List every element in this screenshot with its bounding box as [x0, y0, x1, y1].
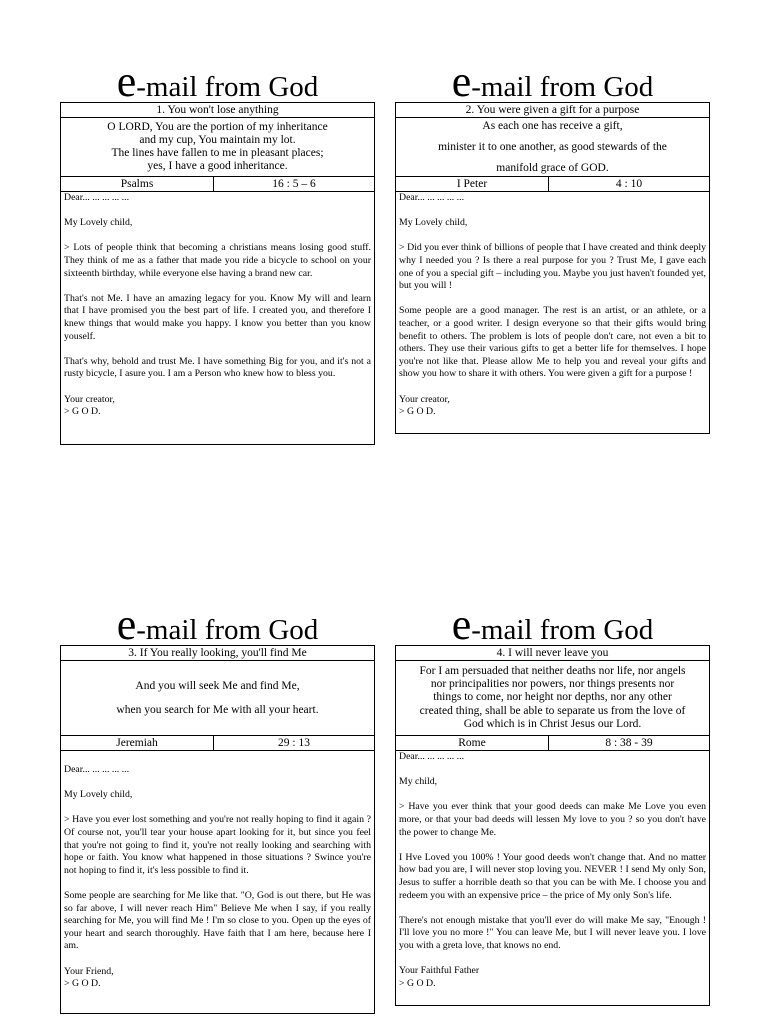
letter-body	[396, 192, 709, 431]
card-heading	[395, 57, 710, 106]
scripture-reference	[61, 177, 374, 192]
letter-salutation: My child,	[399, 776, 438, 788]
heading-text: -mail from God	[136, 614, 319, 646]
letter-closing: Your creator,	[399, 393, 450, 405]
verse-line: And you will seek Me and find Me,	[135, 680, 300, 692]
letter-salutation: My Lovely child,	[399, 217, 468, 229]
letter-paragraph: That's why, behold and trust Me. I have something Big for you, and it's not a rusty bicycle, I asure you. I am a Person who knew how to bless you.	[64, 355, 371, 380]
card-box	[60, 102, 375, 445]
letter-paragraph: > Lots of people think that becoming a christians means losing good stuff. They think of me as a father that made you ride a bicycle to school on your sixteenth birthday, while everyone else having a brand new car.	[64, 242, 371, 279]
card-box	[395, 102, 710, 434]
heading-e-letter: e	[116, 57, 137, 106]
letter-signature: > G O D.	[399, 977, 436, 989]
letter-signature: > G O D.	[399, 406, 436, 418]
letter-closing: Your Faithful Father	[399, 965, 480, 977]
scripture-reference	[61, 736, 374, 751]
verse-line: minister it to one another, as good stewards of the	[438, 140, 667, 153]
card-heading	[60, 57, 375, 106]
scripture-verse	[61, 661, 374, 736]
letter-paragraph: I Hve Loved you 100% ! Your good deeds won't change that. And no matter how bad you are, I will never stop loving you. NEVER ! I send My only Son, Jesus to suffer a horrible death so that you can be with Me. I choose you and redeem you with an expensive price – the price of My only Son's life.	[399, 851, 706, 901]
letter-greeting: Dear... ... ... ... ...	[64, 764, 130, 775]
card-heading	[60, 600, 375, 649]
reference-book: I Peter	[396, 177, 549, 191]
verse-line: when you search for Me with all your heart.	[116, 704, 319, 716]
letter-greeting: Dear... ... ... ... ...	[399, 192, 465, 203]
card-title: 1. You won't lose anything	[61, 103, 374, 118]
scripture-reference	[396, 177, 709, 192]
letter-salutation: My Lovely child,	[64, 217, 133, 229]
scripture-verse	[396, 118, 709, 177]
reference-book: Rome	[396, 736, 549, 750]
verse-line: For I am persuaded that neither deaths nor life, nor angels	[419, 664, 686, 677]
heading-text: -mail from God	[136, 71, 319, 103]
reference-book: Jeremiah	[61, 736, 214, 750]
heading-text: -mail from God	[471, 71, 654, 103]
card-title: 2. You were given a gift for a purpose	[396, 103, 709, 118]
reference-chapter-verse: 8 : 38 - 39	[605, 737, 653, 749]
letter-closing: Your creator,	[64, 393, 115, 405]
verse-line: O LORD, You are the portion of my inheritance	[107, 120, 328, 133]
letter-paragraph: > Did you ever think of billions of people that I have created and think deeply why I needed you ? Is there a real purpose for you ? Trust Me, I gave each one of you a special gift – including you. Maybe you just haven't founded yet, but you will !	[399, 242, 706, 292]
letter-greeting: Dear... ... ... ... ...	[64, 192, 130, 203]
reference-chapter-verse: 29 : 13	[278, 737, 310, 749]
letter-body	[61, 751, 374, 1011]
letter-salutation: My Lovely child,	[64, 789, 133, 801]
heading-text: -mail from God	[471, 614, 654, 646]
verse-line: manifold grace of GOD.	[496, 161, 609, 174]
letter-closing: Your Friend,	[64, 965, 114, 977]
scripture-verse	[61, 118, 374, 177]
letter-greeting: Dear... ... ... ... ...	[399, 751, 465, 762]
scripture-verse	[396, 661, 709, 736]
letter-body	[396, 751, 709, 1003]
letter-paragraph: Some people are a good manager. The rest is an artist, or an athlete, or a teacher, or a good writer. I design everyone so that their gifts would bring benefit to others. The problem is lots of people don't care, not even a bit to others. They use their various gifts to get a better life for themselves. I hope you're not like that. Please allow Me to help you and reveal your gifts and show you how to share it with others. You were given a gift for a purpose !	[399, 305, 706, 380]
scripture-reference	[396, 736, 709, 751]
card-box	[395, 645, 710, 1006]
letter-body	[61, 192, 374, 442]
letter-paragraph: > Have you ever lost something and you're not really hoping to find it again ? Of course not, you'll tear your house apart looking for it, but since you feel that you're not going to find it, you're not really looking and searching with hope or faith. You know what happened in those situations ? Swince you're not hoping to find it, it's less possible to find it.	[64, 814, 371, 876]
letter-paragraph: Some people are searching for Me like that. "O, God is out there, but He was so far above, I will never reach Him" Believe Me when I say, if you really searching for Me, you will find Me ! I'm so close to you. Open up the eyes of your heart and search thoroughly. Have faith that I am here, because here I am.	[64, 889, 371, 952]
verse-line: nor principalities nor powers, nor things presents nor	[430, 678, 675, 691]
card-heading	[395, 600, 710, 649]
verse-line: yes, I have a good inheritance.	[147, 160, 288, 173]
card-title: 3. If You really looking, you'll find Me	[61, 646, 374, 661]
letter-signature: > G O D.	[64, 978, 101, 990]
verse-line: God which is in Christ Jesus our Lord.	[463, 717, 642, 730]
card-box	[60, 645, 375, 1014]
verse-line: As each one has receive a gift,	[482, 119, 623, 132]
verse-line: The lines have fallen to me in pleasant places;	[111, 147, 324, 159]
verse-line: and my cup, You maintain my lot.	[139, 133, 296, 146]
heading-e-letter: e	[451, 600, 472, 649]
letter-paragraph: That's not Me. I have an amazing legacy for you. Know My will and learn that I have promised you the best part of life. I created you, and therefore I knew things that would make you happy. I know you better than you know youself.	[64, 292, 371, 342]
letter-paragraph: > Have you ever think that your good deeds can make Me Love you even more, or that your bad deeds will lessen My love to you ? so you don't have the power to change Me.	[399, 801, 706, 838]
verse-line: things to come, nor height nor depths, nor any other	[433, 691, 672, 704]
heading-e-letter: e	[116, 600, 137, 649]
heading-e-letter: e	[451, 57, 472, 106]
letter-paragraph: There's not enough mistake that you'll ever do will make Me say, "Enough ! I'll love you no more !" You can leave Me, but I will never leave you. I love you with a greta love, that knows no end.	[399, 914, 706, 951]
reference-chapter-verse: 4 : 10	[615, 178, 643, 190]
reference-chapter-verse: 16 : 5 – 6	[272, 178, 316, 190]
letter-signature: > G O D.	[64, 406, 101, 418]
verse-line: created thing, shall be able to separate us from the love of	[419, 704, 686, 717]
card-title: 4. I will never leave you	[396, 646, 709, 661]
reference-book: Psalms	[61, 177, 214, 191]
